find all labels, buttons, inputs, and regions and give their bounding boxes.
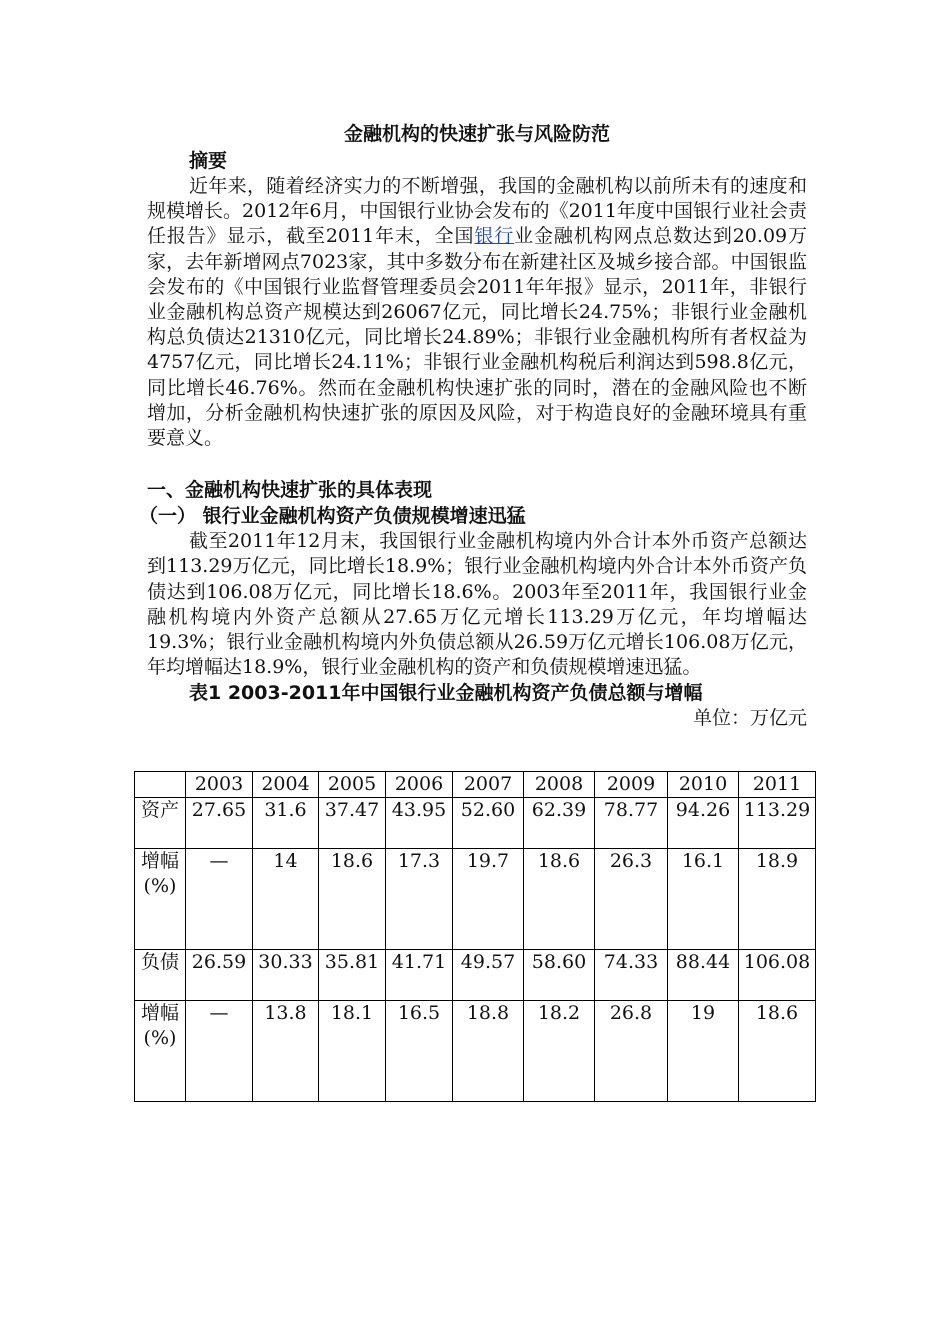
table-row — [135, 849, 816, 950]
table-cell: 78.77 — [595, 798, 668, 849]
year-header: 2003 — [186, 772, 253, 798]
table-cell: 18.6 — [319, 849, 386, 950]
table-cell: 18.6 — [524, 849, 595, 950]
table-cell: 19.7 — [453, 849, 524, 950]
table-cell: 62.39 — [524, 798, 595, 849]
table-cell: 37.47 — [319, 798, 386, 849]
year-header: 2010 — [668, 772, 739, 798]
abstract-heading: 摘要 — [189, 150, 228, 172]
table-cell: 26.59 — [186, 950, 253, 1001]
table-unit: 单位：万亿元 — [692, 707, 807, 730]
table-row — [135, 950, 816, 1001]
table-cell: 94.26 — [668, 798, 739, 849]
table-cell: 18.9 — [739, 849, 816, 950]
section-heading: 一、金融机构快速扩张的具体表现 — [147, 479, 433, 502]
row-label: 资产 — [135, 798, 186, 849]
year-header: 2005 — [319, 772, 386, 798]
row-label: 增幅(%) — [135, 1001, 186, 1102]
table-corner-cell — [135, 772, 186, 798]
table-cell: 14 — [253, 849, 319, 950]
year-header: 2008 — [524, 772, 595, 798]
table-cell: 35.81 — [319, 950, 386, 1001]
table-cell: 16.5 — [386, 1001, 453, 1102]
table-cell: 49.57 — [453, 950, 524, 1001]
table-header-row — [135, 772, 816, 798]
table-cell: 16.1 — [668, 849, 739, 950]
bank-link[interactable]: 银行 — [474, 225, 515, 248]
subsection-heading: （一） 银行业金融机构资产负债规模增速迅猛 — [139, 505, 526, 528]
table-cell: 18.6 — [739, 1001, 816, 1102]
table-caption: 表1 2003-2011年中国银行业金融机构资产负债总额与增幅 — [189, 682, 703, 705]
row-label: 负债 — [135, 950, 186, 1001]
table-cell: 52.60 — [453, 798, 524, 849]
year-header: 2006 — [386, 772, 453, 798]
document-title: 金融机构的快速扩张与风险防范 — [343, 123, 610, 145]
table-cell: 26.3 — [595, 849, 668, 950]
table-cell: 27.65 — [186, 798, 253, 849]
table-cell: 18.1 — [319, 1001, 386, 1102]
table-cell: 113.29 — [739, 798, 816, 849]
table-cell: 88.44 — [668, 950, 739, 1001]
abstract-text-end: 业金融机构网点总数达到20.09万家，去年新增网点7023家，其中多数分布在新建社区及城乡接合部。中国银监会发布的《中国银行业监督管理委员会2011年年报》显示，2011年，非银行业金融机构总资产规模达到26067亿元，同比增长24.75%；非银行业金融机构总负债达21310亿元，同比增长24.89%；非银行业金融机构所有者权益为4757亿元，同比增长24.11%；非银行业金融机构税后利润达到598.8亿元，同比增长46.76%。然而在金融机构快速扩张的同时，潜在的金融风险也不断增加，分析金融机构快速扩张的原因及风险，对于构造良好的金融环境具有重要意义。 — [147, 225, 807, 450]
table-cell: 19 — [668, 1001, 739, 1102]
table-cell: 17.3 — [386, 849, 453, 950]
table-cell: 58.60 — [524, 950, 595, 1001]
blank-line — [147, 451, 807, 477]
table-cell: 26.8 — [595, 1001, 668, 1102]
table-row — [135, 1001, 816, 1102]
table-cell: 43.95 — [386, 798, 453, 849]
abstract-text-start: 近年来，随着经济实力的不断增强，我国的金融机构以前所未有的速度和规模增长。2012年6月，中国银行业协会发布的《2011年度中国银行业社会责任报告》显示，截至2011年末，全国 — [147, 175, 807, 248]
table-cell: 106.08 — [739, 950, 816, 1001]
year-header: 2004 — [253, 772, 319, 798]
year-header: 2007 — [453, 772, 524, 798]
body-paragraph: 截至2011年12月末，我国银行业金融机构境内外合计本外币资产总额达到113.29万亿元，同比增长18.9%；银行业金融机构境内外合计本外币资产负债达到106.08万亿元，同比增长18.6%。2003年至2011年，我国银行业金融机构境内外资产总额从27.65万亿元增长113.29万亿元，年均增幅达19.3%；银行业金融机构境内外负债总额从26.59万亿元增长106.08万亿元，年均增幅达18.9%，银行业金融机构的资产和负债规模增速迅猛。 — [147, 530, 807, 679]
year-header: 2009 — [595, 772, 668, 798]
abstract-paragraph — [147, 174, 807, 451]
table-cell: — — [186, 849, 253, 950]
table-cell: — — [186, 1001, 253, 1102]
table-cell: 41.71 — [386, 950, 453, 1001]
table-cell: 18.8 — [453, 1001, 524, 1102]
table-cell: 31.6 — [253, 798, 319, 849]
year-header: 2011 — [739, 772, 816, 798]
row-label: 增幅(%) — [135, 849, 186, 950]
document-page — [139, 120, 807, 730]
asset-liability-table — [134, 771, 816, 1102]
table-cell: 13.8 — [253, 1001, 319, 1102]
table-row — [135, 798, 816, 849]
table-cell: 30.33 — [253, 950, 319, 1001]
table-cell: 74.33 — [595, 950, 668, 1001]
table-cell: 18.2 — [524, 1001, 595, 1102]
